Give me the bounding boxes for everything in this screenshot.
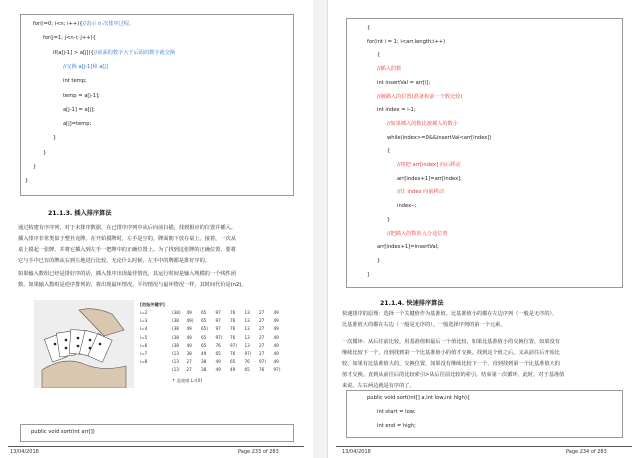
code-text: arr[index+1]=insertVal; [377,244,439,251]
table-cell: 97) [259,359,266,365]
code-text: temp = a[j-1]; [63,92,100,99]
table-cell: 49 [186,342,192,348]
code-line: int start = low; [377,409,416,415]
table-cell: (38) [172,310,181,315]
paragraph-line: 较，如果有比基准值大的，交换位置，如果没有继续比较下一个，直到找到第一个比基准值大的 [342,361,560,367]
code-line [25,178,28,185]
table-cell: 49 [186,326,192,332]
table-cell: (13 [172,367,179,373]
code-text: { [387,148,391,155]
code-line [377,107,416,114]
table-cell: i=2 [140,310,148,315]
code-line: public void sort(int arr[]) [31,429,95,435]
code-text: } [377,257,381,264]
footer-rule [336,446,632,447]
table-cell: 97) [273,367,281,373]
code-line [43,35,96,42]
code-line [377,244,439,251]
insertion-sort-code-box [346,18,623,288]
table-cell: i=8 [140,359,148,365]
paragraph-line: 它与手中已有的牌从右到左地进行比较。无论什么时候，左手中的牌都是排好序的。 [18,258,210,264]
table-cell: 97 [215,318,221,324]
table-cell: 76 [230,318,236,324]
table-cell: 76 [230,310,236,315]
insertion-sort-signature-box [20,424,294,442]
table-cell: 49 [215,367,221,373]
code-text: a[j]=temp; [63,121,92,128]
table-cell: 38 [201,367,207,373]
code-text: { [367,25,371,31]
code-line [43,150,46,157]
code-text: { [377,52,381,59]
table-cell: 76 [215,342,221,348]
code-line [63,93,100,100]
code-text: if(a[j-1] > a[j]){ [53,49,94,56]
code-line [53,50,175,57]
code-text: } [25,178,29,185]
table-cell: 65 [230,359,236,365]
code-text: } [53,135,57,142]
table-cell: 49 [273,310,279,315]
code-line [63,78,87,85]
paragraph-line: 插入排序非常类似于整扑克牌。在开始摸牌时，左手是空的，牌面朝下放在桌上。接着，一次从 [18,236,236,242]
table-cell: 27 [259,342,265,348]
code-line [33,164,36,171]
table-cell: 27 [259,310,265,315]
table-cell: 49 [230,367,236,373]
code-comment: //将把 arr[index] 向后移动 [397,162,461,168]
code-line [387,148,390,155]
table-cell: (38 [172,342,179,348]
code-line [387,135,491,142]
table-cell: 27 [259,318,265,324]
table-cell: (13 [172,351,179,356]
table-cell: i=7 [140,351,148,356]
code-line [397,189,444,196]
table-cell: 76 [230,334,236,340]
paragraph-line: 快速排序的原理：选择一个关键值作为基准值。比基准值小的都在左边序列（一般是无序的）， [342,311,558,317]
quick-sort-code-box [346,390,623,438]
code-line [397,162,461,169]
code-line [63,107,95,114]
table-cell: 97) [244,351,252,356]
table-cell: 65) [201,326,208,332]
table-cell: 49 [273,334,279,340]
section-heading-insertion-sort: 21.1.3. 插入排序算法 [48,210,112,217]
paragraph-line: 比基准值大的都在右边（一般是无序的）。一般选择序列的第一个元素。 [342,322,506,328]
code-text: } [33,164,37,170]
code-line [367,25,370,32]
code-text: index--; [397,203,417,210]
table-cell: 13 [244,318,250,324]
table-cell: 49 [273,351,279,356]
table-cell: 13 [244,326,250,332]
table-cell: 49 [186,310,192,315]
code-comment: //把插入的数放入合适位置 [387,230,448,237]
table-cell: i=3 [140,318,148,324]
table-cell: i=6 [140,342,148,348]
footer-rule [8,446,304,447]
table-cell: 97) [230,342,237,348]
code-line [377,52,380,59]
code-line [377,258,380,265]
code-text: while(index>=0&&insertVal<arr[index]) [387,134,492,141]
table-cell: i=4 [140,326,148,332]
paragraph-line: 继续比较下一个，直到找到第一个比基准值小的值才交换。找到这个值之后，又从前往后开始比 [342,350,560,356]
table-cell: 49 [201,351,207,356]
table-cell: 38 [186,351,192,356]
code-line [367,39,445,46]
code-comment: //让 index 向前移动 [397,189,444,196]
code-line [387,231,448,238]
table-cell: 76 [259,367,265,373]
paragraph-line: 数。如果输入数组是逆序排列的，将出现最坏情况。平均情况与最坏情况一样，其时间代价是(n2)。 [18,282,247,288]
table-cell: (38 [172,326,179,332]
table-cell: 27 [259,326,265,332]
code-text: int temp; [63,78,87,85]
table-cell: 49 [215,359,221,365]
code-text: } [367,271,371,278]
code-comment: //被插入的位置(准备和前一个数比较) [377,93,463,100]
code-text: arr[index+1]=arr[index]; [397,175,462,182]
code-line: public void sort(int[] a,int low,int high){ [367,395,471,401]
table-cell: i=5 [140,334,148,340]
table-cell: 76 [230,351,236,356]
footer-date: 13/04/2018 [10,449,39,455]
table-cell: 65 [201,310,207,315]
cards-illustration [34,300,134,388]
table-cell: 49 [273,318,279,324]
paragraph-line: 一次循环：从后往前比较，用基准值和最后一个值比较，如果比基准值小的交换位置，如果没有 [342,339,560,345]
table-cell: 27 [259,334,265,340]
table-cell: 76 [230,326,236,332]
paragraph-line: 来说，左右两边就是有序的了。 [342,383,415,389]
code-line [377,80,430,87]
footer-page-number: Page 233 of 283 [238,449,279,455]
footer-page-number: Page 234 of 283 [566,449,607,455]
table-caption: ↑ 监视哨 L.r[0] [172,378,203,383]
table-cell: 27 [186,359,192,365]
code-text: for(j=1; j<n-i; j++){ [43,35,96,42]
code-line [397,176,462,183]
code-line [377,94,462,101]
table-cell: 49 [186,334,192,340]
table-cell: 38 [201,359,207,365]
code-line: int end = high; [377,423,416,429]
table-cell: 97 [215,310,221,315]
table-cell: 65 [201,334,207,340]
table-cell: 65 [201,342,207,348]
table-cell: (38 [172,334,179,340]
paragraph-line: 桌上摸起一张牌，并将它插入到左手一把牌中的正确位置上。为了找到这张牌的正确位置，要将 [18,247,236,253]
table-title: [初始关键字] [140,302,165,307]
paragraph-line: 值才交换。直到从前往后的比较索引>从后往前比较的索引，结束第一次循环，此时，对于基准值 [342,372,565,378]
code-text: } [387,216,391,223]
table-cell: 49 [273,359,279,365]
table-cell: 49) [186,318,194,324]
right-page [327,0,640,458]
code-text: a[j-1] = a[j]; [63,106,95,113]
code-line [397,203,417,210]
code-text: for(int i = 1; i<arr.length;i++) [367,38,446,45]
left-page [0,0,314,458]
code-comment: //交换 a[j-1]和 a[j] [63,63,108,70]
code-line [387,217,390,224]
code-comment: //插入的数 [377,66,402,73]
code-line [367,272,370,279]
code-text: for(i=0; i<n; i++){ [33,21,83,27]
table-cell: 76 [244,359,250,365]
code-comment: //如果插入的数比被插入的数小 [387,120,458,127]
code-line [63,121,91,128]
table-cell: 97 [215,326,221,332]
code-text: int insertVal = arr[i]; [377,79,431,86]
table-cell: 13 [244,310,250,315]
bubble-sort-code-box [20,14,294,196]
code-text: int index = i-1; [377,107,416,114]
code-line [33,21,134,28]
page-gutter [313,0,327,458]
code-comment: //表示 n 次排序过程。 [82,21,135,27]
code-line [63,64,108,71]
table-cell: 65 [215,351,221,356]
code-line [377,66,401,73]
code-comment: //前面的数字大于后面的数字就交换 [93,49,176,56]
table-cell: (38 [172,318,179,324]
table-cell: (13 [172,359,179,365]
insertion-sort-trace-table [138,302,281,384]
table-cell: 65 [201,318,207,324]
paragraph-line: 如果输入数组已经是排好序的话，插入排序出现最佳情况，其运行时间是输入规模的一个线性函 [18,271,236,277]
table-cell: 65 [244,367,250,373]
table-cell: 49 [273,326,279,332]
table-cell: 27 [186,367,192,373]
code-line [53,135,56,142]
table-cell: 27 [259,351,265,356]
code-text: } [43,149,47,156]
footer-date: 13/04/2018 [342,449,371,455]
paragraph-line: 通过构建有序序列，对于未排序数据，在已排序序列中从后向前扫描，找到相应的位置并插入。 [18,225,236,231]
table-cell: 13 [244,342,250,348]
code-line [387,121,458,128]
table-cell: 97) [215,334,223,340]
section-heading-quick-sort: 21.1.4. 快速排序算法 [380,300,444,307]
table-cell: 49 [273,342,279,348]
table-cell: 13 [244,334,250,340]
